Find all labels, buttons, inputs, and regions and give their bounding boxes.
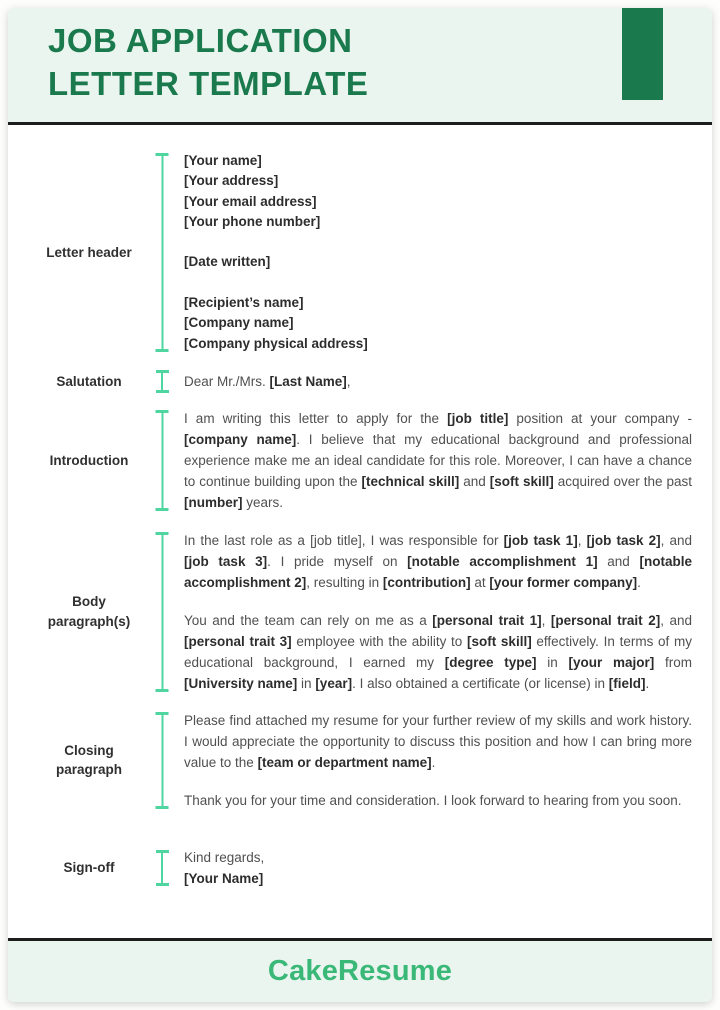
template-paragraph: Please find attached my resume for your further review of my skills and work history. I would appreciate the opportunity to discuss this position and how I can bring more value to the [team or department name]. [184,712,692,770]
section-body-paragraphs [38,530,692,694]
cakeresume-logo: CakeResume [267,955,453,987]
template-line: [Company name] [184,315,294,331]
page-title-line1: JOB APPLICATION [48,22,353,59]
accent-bar [622,8,663,100]
template-line [184,232,692,252]
sign-off-lines [184,847,692,889]
section-label-body: Body paragraph(s) [47,594,131,629]
template-paragraph: In the last role as a [job title], I was responsible for [job task 1], [job task 2], and [job task 3]. I pride myself on [notable accomplishment 1] and [notable accomplishment 2], resulting in [contribution] at [your former company]. [184,532,693,590]
template-line: [Your address] [184,173,279,189]
section-label-letter-header: Letter header [46,244,132,260]
page-title-line2: LETTER TEMPLATE [48,65,369,102]
section-sign-off [38,847,692,889]
template-line: [Your name] [184,153,262,168]
bracket-icon [156,370,169,393]
template-line: [Your phone number] [184,213,321,229]
template-line: [Your email address] [184,193,317,209]
template-line: Kind regards, [184,849,265,865]
section-label-introduction: Introduction [49,452,129,468]
template-line: [Date written] [184,254,271,270]
template-paragraph: You and the team can rely on me as a [personal trait 1], [personal trait 2], and [personal trait 3] employee with the ability to [soft skill] effectively. In terms of my educational background, I earned my [degree type] in [your major] from [University name] in [year]. I also obtained a certificate (or license) in [field]. [184,612,693,691]
bracket-icon [156,153,169,352]
section-salutation [38,370,692,393]
bracket-column [140,847,184,889]
template-line: [Recipient’s name] [184,295,304,311]
salutation-text: Dear Mr./Mrs. [Last Name], [184,373,351,389]
footer-banner [8,941,712,1002]
section-label-closing: Closing paragraph [55,742,123,778]
bracket-icon [156,712,169,809]
template-line: [Company physical address] [184,335,368,351]
section-letter-header [38,151,692,354]
template-page [8,8,712,1002]
bracket-icon [156,410,169,511]
introduction-paragraphs [184,408,692,513]
template-line [184,273,692,293]
letter-header-lines [184,151,692,354]
section-label-sign-off: Sign-off [63,860,115,876]
section-closing-paragraph [38,710,692,811]
section-label-salutation: Salutation [56,373,122,389]
bracket-column [140,530,184,694]
bracket-column [140,151,184,354]
closing-paragraphs [184,710,692,811]
bracket-column [140,408,184,513]
page-title [48,19,368,105]
letter-template-body [8,125,712,938]
template-line: [Your Name] [184,870,264,886]
body-paragraphs [184,530,692,694]
bracket-icon [156,850,169,886]
section-introduction [38,408,692,513]
template-paragraph: I am writing this letter to apply for the [job title] position at your company - [company name]. I believe that my educational background and professional experience make me an ideal candidate for this role. Moreover, I can have a chance to continue building upon the [technical skill] and [soft skill] acquired over the past [number] years. [184,410,692,510]
bracket-column [140,370,184,393]
template-paragraph: Thank you for your time and consideration. I look forward to hearing from you soon. [184,792,682,808]
header-banner [8,8,712,122]
bracket-icon [156,532,169,692]
bracket-column [140,710,184,811]
